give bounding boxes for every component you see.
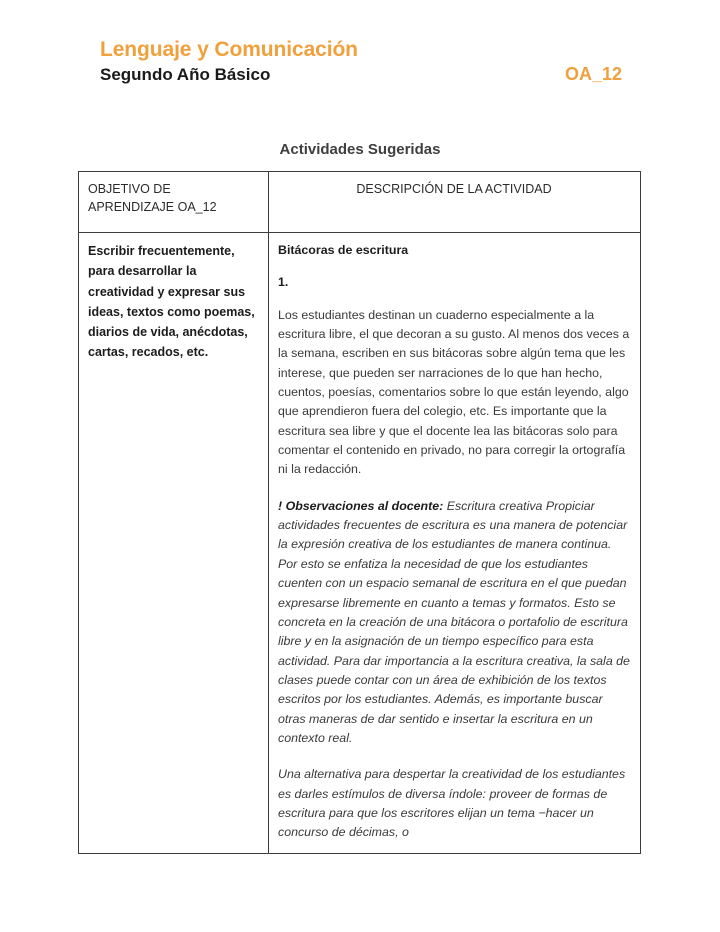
document-header bbox=[100, 38, 640, 85]
grade-title: Segundo Año Básico bbox=[100, 65, 271, 85]
section-title: Actividades Sugeridas bbox=[279, 141, 441, 158]
observations-paragraph bbox=[278, 497, 630, 748]
activity-number: 1. bbox=[278, 275, 289, 290]
table-header-row bbox=[79, 172, 641, 233]
activity-paragraph-1: Los estudiantes destinan un cuaderno especialmente a la escritura libre, el que decoran a su gusto. Al menos dos veces a la semana, escriben en sus bitácoras sobre algún tema que les interese, que pueden ser narraciones de lo que han hecho, cuentos, poesías, comentarios sobre lo que están leyendo, algo que aprendieron fuera del colegio, etc. Es importante que la escritura sea libre y que el docente lea las bitácoras solo para comentar el contenido en privado, no para corregir la ortografía ni la redacción. bbox=[278, 307, 630, 477]
grade-row bbox=[100, 64, 640, 85]
observations-text: Escritura creativa Propiciar actividades frecuentes de escritura es una manera de potenciar la expresión creativa de los estudiantes de manera continua. Por esto se enfatiza la necesidad de que los estudiantes cuenten con un espacio semanal de escritura en el que puedan expresarse libremente en cuanto a temas y formatos. Esto se concreta en la creación de una bitácora o portafolio de escritura libre y en la asignación de un tiempo específico para esta actividad. Para dar importancia a la escritura creativa, la sala de clases puede contar con un área de exhibición de los textos escritos por los estudiantes. Además, es importante buscar otras maneras de dar sentido e insertar la escritura en un contexto real. bbox=[278, 498, 630, 745]
oa-code-label: OA_12 bbox=[564, 64, 622, 85]
description-heading: Bitácoras de escritura bbox=[278, 243, 409, 257]
activities-table bbox=[78, 171, 641, 854]
table-header-description: DESCRIPCIÓN DE LA ACTIVIDAD bbox=[269, 172, 641, 233]
table-header-objective: OBJETIVO DE APRENDIZAJE OA_12 bbox=[79, 172, 269, 233]
table-row bbox=[79, 233, 641, 854]
activity-paragraph-3: Una alternativa para despertar la creatividad de los estudiantes es darles estímulos de diversa índole: proveer de formas de escritura para que los escritores elijan un tema −hacer un concurso de décimas, o bbox=[278, 767, 626, 840]
observations-label: ! Observaciones al docente: bbox=[278, 498, 444, 513]
objective-text: Escribir frecuentemente, para desarrollar la creatividad y expresar sus ideas, textos como poemas, diarios de vida, anécdotas, cartas, recados, etc. bbox=[79, 233, 269, 854]
subject-title: Lenguaje y Comunicación bbox=[100, 38, 358, 61]
description-cell bbox=[269, 233, 641, 854]
